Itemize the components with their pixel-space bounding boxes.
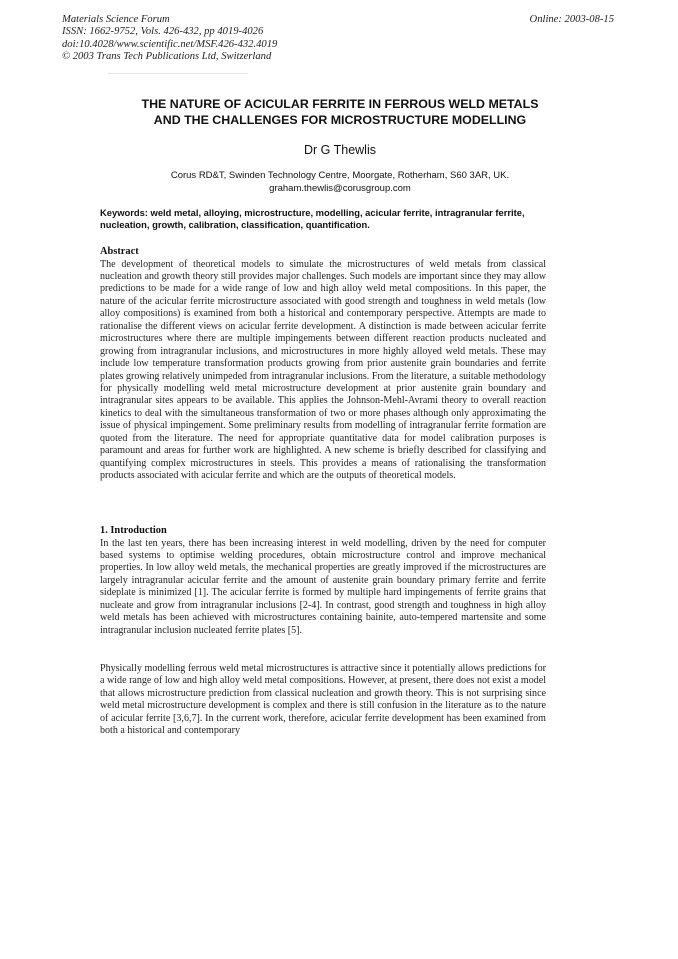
paper-title — [70, 96, 610, 128]
doi-line[interactable]: doi:10.4028/www.scientific.net/MSF.426-432.4019 — [62, 38, 278, 50]
introduction-paragraph-1: In the last ten years, there has been increasing interest in weld modelling, driven by the need for computer based systems to optimise welding procedures, obtain microstructure control and improve mechanical properties. In low alloy weld metals, the mechanical properties are greatly improved if the microstructures are largely intragranular acicular ferrite and the amount of austenite grain boundary primary ferrite and ferrite sideplate is minimized [1]. The acicular ferrite is formed by multiple hard impingements of ferrite grains that nucleate and grow from intragranular inclusions [2-4]. In contrast, good strength and toughness in high alloy weld metals has been achieved with microstructures containing bainite, auto-tempered martensite and some intragranular inclusion nucleated ferrite plates [5]. — [100, 537, 546, 636]
introduction-paragraph-2: Physically modelling ferrous weld metal microstructures is attractive since it potentially allows predictions for a wide range of low and high alloy weld metal compositions. However, at present, there does not exist a model that allows microstructure prediction from classical nucleation and growth theory. This is not surprising since weld metal microstructure development is complex and there is still confusion in the literature as to the nature of acicular ferrite [3,6,7]. In the current work, therefore, acicular ferrite development has been examined from both a historical and contemporary — [100, 663, 546, 737]
title-line-2: AND THE CHALLENGES FOR MICROSTRUCTURE MODELLING — [153, 113, 527, 127]
abstract-section — [100, 246, 546, 483]
introduction-heading: 1. Introduction — [100, 525, 167, 536]
keywords: Keywords: weld metal, alloying, microstructure, modelling, acicular ferrite, intragranular ferrite, nucleation, growth, calibration, classification, quantification. — [100, 207, 525, 231]
journal-header — [62, 14, 277, 64]
title-line-1: THE NATURE OF ACICULAR FERRITE IN FERROUS WELD METALS — [141, 97, 539, 111]
author-email[interactable]: graham.thewlis@corusgroup.com — [269, 183, 411, 194]
introduction-section — [100, 525, 546, 637]
abstract-heading: Abstract — [100, 246, 139, 257]
copyright-line: © 2003 Trans Tech Publications Ltd, Switzerland — [62, 51, 272, 63]
issn-line: ISSN: 1662-9752, Vols. 426-432, pp 4019-4026 — [62, 26, 264, 38]
author-affiliation — [70, 169, 610, 195]
affiliation-address: Corus RD&T, Swinden Technology Centre, Moorgate, Rotherham, S60 3AR, UK. — [170, 170, 510, 181]
abstract-text: The development of theoretical models to simulate the microstructures of weld metals from classical nucleation and growth theory still provides major challenges. Such models are important since they may allow predictions to be made for a wide range of low and high alloy weld metal compositions. In this paper, the nature of the acicular ferrite microstructure associated with good strength and toughness in weld metals (low alloy compositions) is examined from both a historical and contemporary perspective. Attempts are made to rationalise the different views on acicular ferrite development. A distinction is made between acicular ferrite microstructures where there are multiple impingements between different reaction products nucleated and growing from intragranular inclusions, and microstructures in more highly alloyed weld metals. These may include low temperature transformation products growing from prior austenite grain boundaries and ferrite plates growing relatively unimpeded from intragranular inclusions. From the literature, a suitable methodology for physically modelling weld metal microstructure development at prior austenite grain boundary and intragranular sites appears to be available. This applies the Johnson-Mehl-Avrami theory to overall reaction kinetics to deal with the simultaneous transformation of two or more phases although only approximating the issue of physical impingement. Some preliminary results from modelling of intragranular ferrite formation are quoted from the literature. The need for appropriate quantitative data for model calibration purposes is paramount and areas for further work are highlighted. A new scheme is briefly described for classifying and quantifying complex microstructures in steels. This provides a means of rationalising the transformation products associated with acicular ferrite and which are the outputs of theoretical models. — [100, 258, 546, 482]
journal-name: Materials Science Forum — [62, 14, 170, 25]
author-name: Dr G Thewlis — [303, 143, 376, 157]
header-divider — [108, 73, 248, 74]
introduction-paragraph-2-block — [100, 663, 546, 738]
online-date: Online: 2003-08-15 — [529, 14, 614, 25]
